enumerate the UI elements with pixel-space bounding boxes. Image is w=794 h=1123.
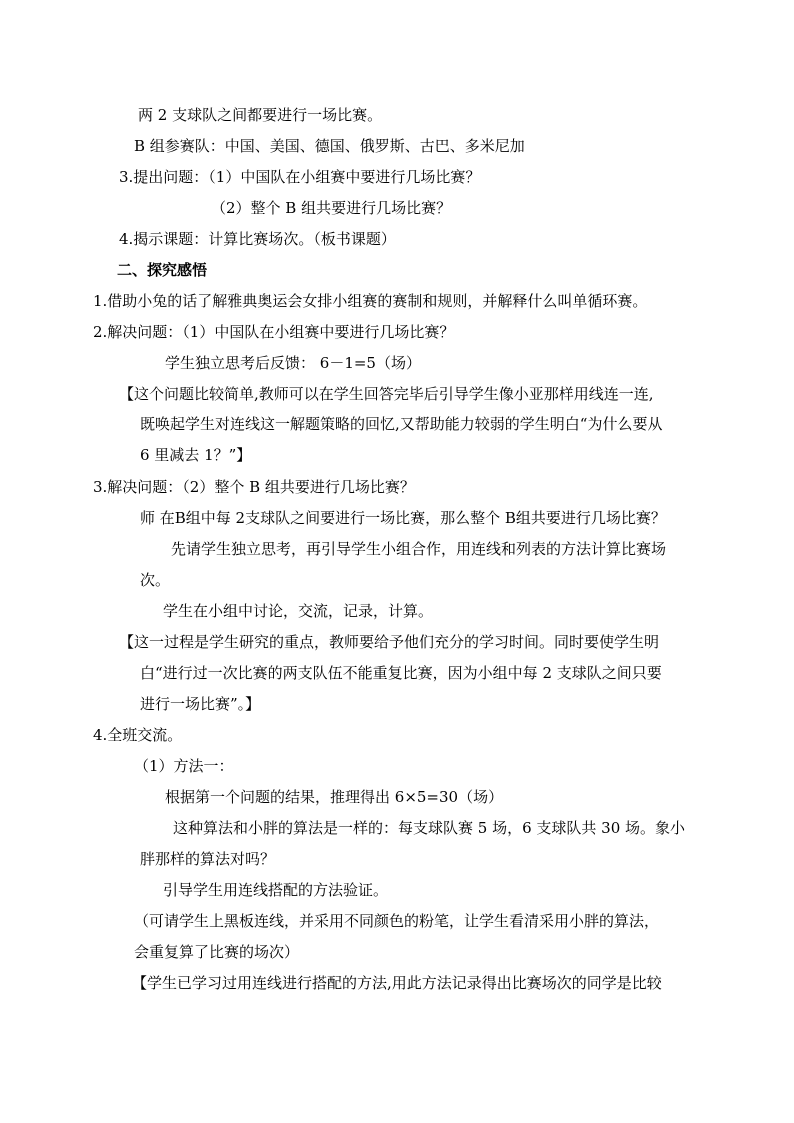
text-line: 师 在B组中每 2支球队之间要进行一场比赛，那么整个 B组共要进行几场比赛？ bbox=[140, 509, 666, 527]
text-line: 1.借助小兔的话了解雅典奥运会女排小组赛的赛制和规则，并解释什么叫单循环赛。 bbox=[93, 292, 648, 310]
text-line: 次。 bbox=[140, 571, 171, 589]
text-line: （可请学生上黑板连线，并采用不同颜色的粉笔，让学生看清采用小胖的算法， bbox=[134, 912, 660, 930]
text-line: 白“进行过一次比赛的两支队伍不能重复比赛，因为小组中每 2 支球队之间只要 bbox=[140, 664, 662, 682]
text-line: 既唤起学生对连线这一解题策略的回忆,又帮助能力较弱的学生明白“为什么要从 bbox=[140, 415, 663, 433]
text-line: 引导学生用连线搭配的方法验证。 bbox=[163, 881, 389, 899]
text-line: 3.解决问题：（2）整个 B 组共要进行几场比赛？ bbox=[93, 478, 415, 496]
text-line: 胖那样的算法对吗？ bbox=[140, 850, 276, 868]
text-line: （1）方法一： bbox=[134, 757, 234, 775]
text-line: 这种算法和小胖的算法是一样的：每支球队赛 5 场，6 支球队共 30 场。象小 bbox=[173, 819, 686, 837]
text-line: 根据第一个问题的结果，推理得出 6×5=30（场） bbox=[165, 788, 504, 806]
text-line: 2.解决问题：（1）中国队在小组赛中要进行几场比赛？ bbox=[93, 323, 455, 341]
text-line: 先请学生独立思考，再引导学生小组合作，用连线和列表的方法计算比赛场 bbox=[171, 540, 667, 558]
text-line: 两 2 支球队之间都要进行一场比赛。 bbox=[138, 106, 383, 124]
text-line: （2）整个 B 组共要进行几场比赛？ bbox=[211, 199, 452, 217]
text-line: 进行一场比赛”。】 bbox=[140, 695, 261, 713]
text-line: 学生在小组中讨论，交流，记录，计算。 bbox=[163, 602, 434, 620]
text-line: 3.提出问题：（1）中国队在小组赛中要进行几场比赛？ bbox=[119, 168, 481, 186]
section-heading: 二、探究感悟 bbox=[117, 261, 208, 279]
text-line: 会重复算了比赛的场次） bbox=[134, 943, 300, 961]
text-line: 【这一过程是学生研究的重点，教师要给予他们充分的学习时间。同时要使学生明 bbox=[119, 633, 660, 651]
text-line: 4.揭示课题：计算比赛场次。（板书课题） bbox=[119, 230, 396, 248]
text-line: B 组参赛队：中国、美国、德国、俄罗斯、古巴、多米尼加 bbox=[134, 137, 525, 155]
text-line: 【这个问题比较简单,教师可以在学生回答完毕后引导学生像小亚那样用线连一连, bbox=[119, 385, 654, 403]
text-line: 学生独立思考后反馈： 6－1=5（场） bbox=[165, 354, 421, 372]
text-line: 【学生已学习过用连线进行搭配的方法,用此方法记录得出比赛场次的同学是比较 bbox=[132, 974, 662, 992]
text-line: 6 里减去 1？”】 bbox=[140, 446, 252, 464]
text-line: 4.全班交流。 bbox=[93, 726, 183, 744]
